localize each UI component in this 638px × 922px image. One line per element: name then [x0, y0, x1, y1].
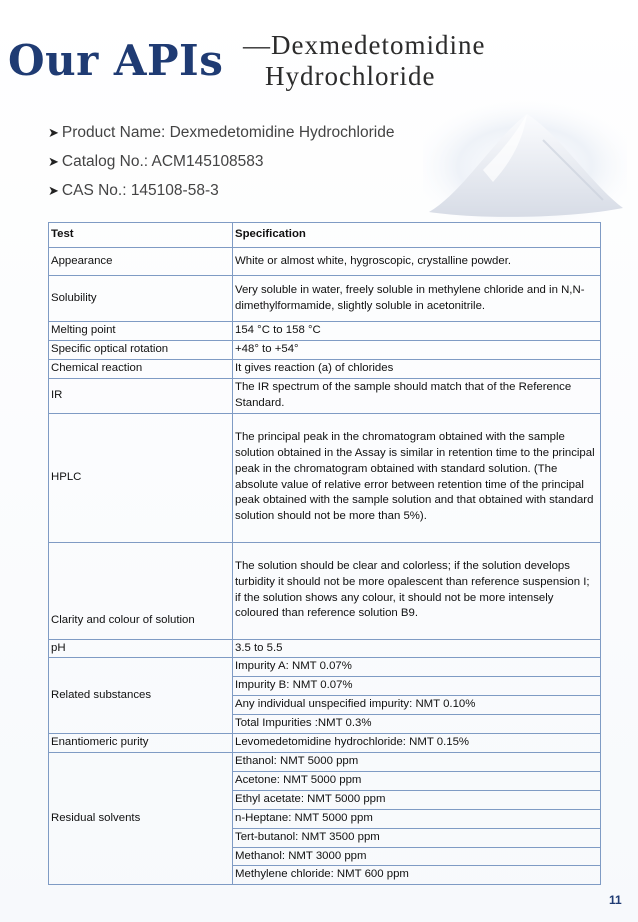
page-subtitle	[243, 30, 485, 92]
cas-number-text: CAS No.: 145108-58-3	[61, 182, 219, 199]
table-row	[49, 378, 601, 413]
spec-cell: The IR spectrum of the sample should match that of the Reference Standard.	[233, 378, 601, 413]
spec-cell: Ethanol: NMT 5000 ppm	[233, 752, 601, 771]
test-cell: Related substances	[49, 658, 233, 734]
table-row	[49, 752, 601, 771]
test-cell: Appearance	[49, 248, 233, 276]
page-title: Our APIs	[8, 36, 224, 85]
test-cell: pH	[49, 639, 233, 658]
test-cell: Enantiomeric purity	[49, 734, 233, 753]
table-row	[49, 542, 601, 639]
spec-cell: The principal peak in the chromatogram obtained with the sample solution obtained in the Assay is similar in retention time to the principal peak in the chromatogram obtained with standard solution. (The absolute value of relative error between retention time of the principal peak obtained with the sample solution and that obtained with standard solution should not be more than 5%).	[233, 413, 601, 542]
table-row	[49, 734, 601, 753]
spec-cell: 3.5 to 5.5	[233, 639, 601, 658]
specification-table	[48, 222, 601, 885]
table-row	[49, 340, 601, 359]
spec-cell: Ethyl acetate: NMT 5000 ppm	[233, 790, 601, 809]
spec-cell: White or almost white, hygroscopic, crystalline powder.	[233, 248, 601, 276]
table-header-row	[49, 223, 601, 248]
arrow-bullet-icon: ➤	[48, 154, 59, 169]
spec-cell: n-Heptane: NMT 5000 ppm	[233, 809, 601, 828]
spec-cell: It gives reaction (a) of chlorides	[233, 359, 601, 378]
table-header-test: Test	[49, 223, 233, 248]
test-cell: IR	[49, 378, 233, 413]
product-name-item	[48, 120, 394, 146]
table-row	[49, 322, 601, 341]
spec-cell: Any individual unspecified impurity: NMT 0.10%	[233, 696, 601, 715]
table-row	[49, 359, 601, 378]
spec-cell: Very soluble in water, freely soluble in methylene chloride and in N,N-dimethylformamide, slightly soluble in acetonitrile.	[233, 276, 601, 322]
spec-cell: Tert-butanol: NMT 3500 ppm	[233, 828, 601, 847]
spec-cell: 154 °C to 158 °C	[233, 322, 601, 341]
powder-photo	[423, 100, 627, 220]
test-cell: Residual solvents	[49, 752, 233, 884]
spec-cell: Methylene chloride: NMT 600 ppm	[233, 866, 601, 885]
spec-cell: +48° to +54°	[233, 340, 601, 359]
test-cell: Solubility	[49, 276, 233, 322]
test-cell: Melting point	[49, 322, 233, 341]
test-cell: Chemical reaction	[49, 359, 233, 378]
table-row	[49, 276, 601, 322]
spec-cell: Impurity B: NMT 0.07%	[233, 677, 601, 696]
test-cell: HPLC	[49, 413, 233, 542]
page-number: 11	[609, 893, 622, 907]
spec-cell: The solution should be clear and colorless; if the solution develops turbidity it should not be more opalescent than reference suspension I; if the solution shows any colour, it should not be more intensely coloured than reference solution B9.	[233, 542, 601, 639]
product-name-text: Product Name: Dexmedetomidine Hydrochloride	[61, 124, 395, 141]
spec-cell: Methanol: NMT 3000 ppm	[233, 847, 601, 866]
catalog-number-item	[48, 149, 394, 175]
test-cell: Clarity and colour of solution	[49, 542, 233, 639]
table-row	[49, 413, 601, 542]
subtitle-line-2: Hydrochloride	[265, 61, 436, 91]
table-row	[49, 658, 601, 677]
subtitle-line-1: —Dexmedetomidine	[243, 30, 486, 60]
cas-number-item	[48, 178, 394, 204]
spec-cell: Levomedetomidine hydrochloride: NMT 0.15%	[233, 734, 601, 753]
table-header-specification: Specification	[233, 223, 601, 248]
spec-cell: Impurity A: NMT 0.07%	[233, 658, 601, 677]
arrow-bullet-icon: ➤	[48, 183, 59, 198]
catalog-number-text: Catalog No.: ACM145108583	[61, 153, 264, 170]
arrow-bullet-icon: ➤	[48, 125, 59, 140]
spec-cell: Total Impurities :NMT 0.3%	[233, 715, 601, 734]
spec-cell: Acetone: NMT 5000 ppm	[233, 771, 601, 790]
test-cell: Specific optical rotation	[49, 340, 233, 359]
product-info-list	[48, 120, 394, 207]
table-row	[49, 248, 601, 276]
table-row	[49, 639, 601, 658]
